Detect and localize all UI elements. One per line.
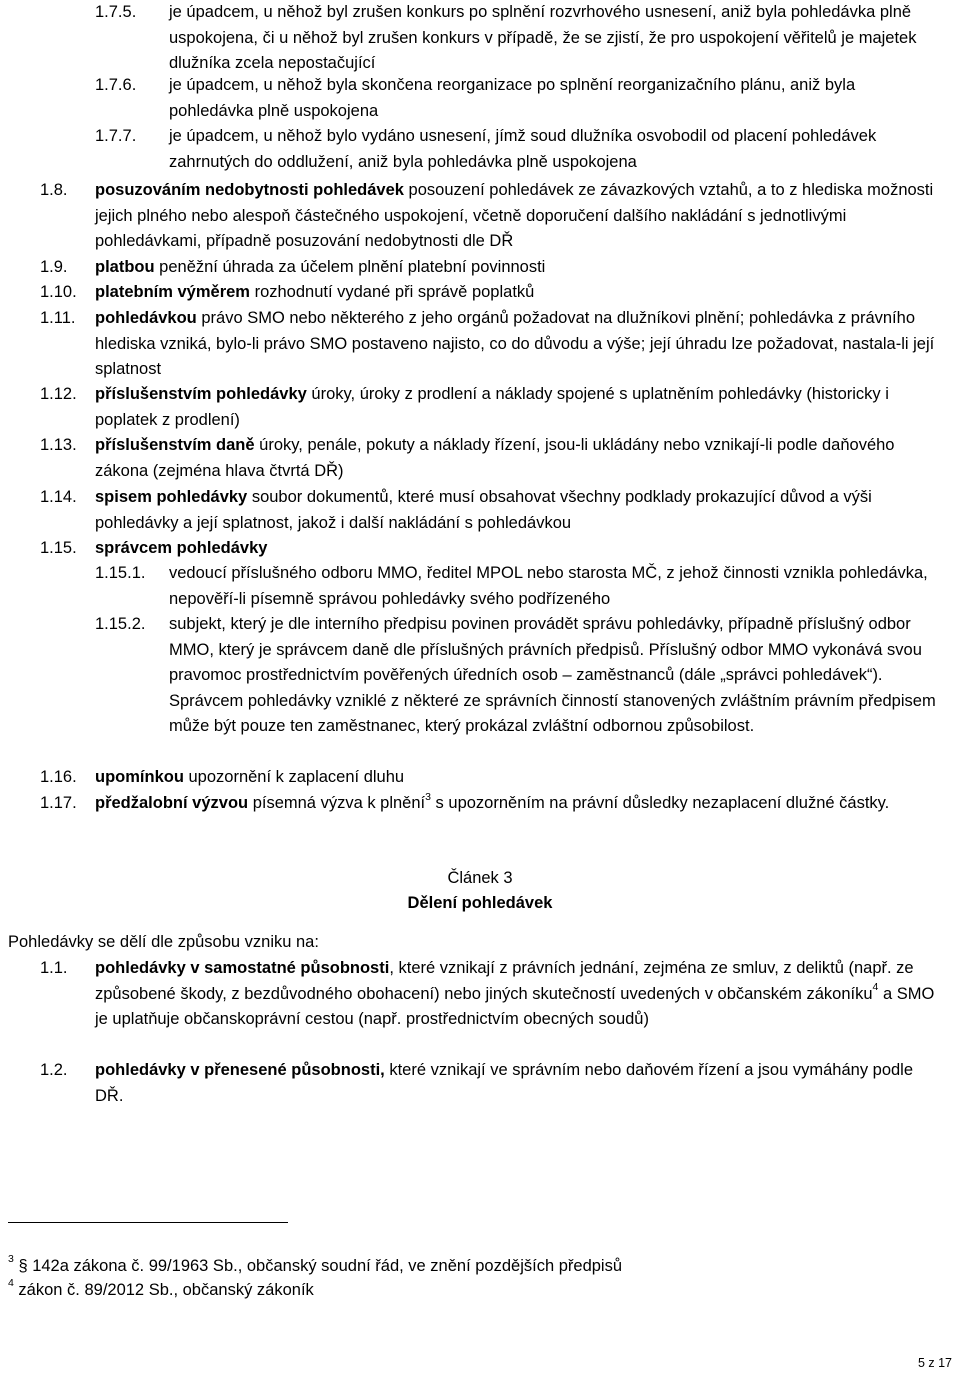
item-text: je úpadcem, u něhož byla skončena reorganizace po splnění reorganizačního plánu, aniž byla pohledávka plně uspokojena (169, 76, 856, 120)
footnote-text: zákon č. 89/2012 Sb., občanský zákoník (13, 1281, 314, 1299)
definition-1-8 (40, 178, 940, 255)
definition-text: posouzení pohledávek ze závazkových vztahů, a to z hlediska možnosti jejich plného nebo alespoň částečného uspokojení, včetně doporučení dalšího nakládání s jednotlivými pohledávkami, případně posuzování nedobytnosti dle DŘ (95, 181, 934, 250)
footnote-separator (8, 1222, 288, 1223)
defined-term: pohledávky v přenesené působnosti, (95, 1061, 385, 1079)
definition-1-9 (40, 255, 940, 281)
item-text: je úpadcem, u něhož bylo vydáno usnesení, jímž soud dlužníka osvobodil od placení pohledávek zahrnutých do oddlužení, aniž byla pohledávka plně uspokojena (169, 127, 877, 171)
defined-term: platebním výměrem (95, 283, 250, 301)
definition-1-10 (40, 280, 940, 306)
defined-term: pohledávkou (95, 309, 197, 327)
article-title: Dělení pohledávek (407, 894, 553, 912)
item-number: 1.14. (40, 488, 77, 506)
defined-term: platbou (95, 258, 155, 276)
division-1-1 (40, 956, 940, 1033)
item-number: 1.1. (40, 959, 68, 977)
item-text (40, 956, 940, 1033)
definition-1-7-7 (95, 124, 940, 175)
item-text (40, 306, 940, 383)
item-text (40, 280, 940, 306)
definition-text: právo SMO nebo některého z jeho orgánů požadovat na dlužníkovi plnění; pohledávka z právního hlediska vzniká, bylo-li právo SMO postaveno najisto, co do důvodu a výše; její úhradu lze požadovat, nastala-li její splatnost (95, 309, 935, 378)
footnote-4 (8, 1276, 314, 1301)
footnote-3 (8, 1252, 623, 1277)
defined-term: upomínkou (95, 768, 184, 786)
definition-1-7-5 (95, 0, 940, 77)
definition-1-16 (40, 765, 940, 791)
item-number: 1.2. (40, 1061, 68, 1079)
defined-term: spisem pohledávky (95, 488, 248, 506)
item-text (40, 255, 940, 281)
footnote-ref: 3 (425, 790, 431, 803)
defined-term: příslušenstvím pohledávky (95, 385, 307, 403)
item-number: 1.15.1. (95, 564, 146, 582)
definition-text: rozhodnutí vydané při správě poplatků (249, 283, 535, 301)
defined-term: posuzováním nedobytnosti pohledávek (95, 181, 404, 199)
definition-text: peněžní úhrada za účelem plnění platební povinnosti (154, 258, 546, 276)
footnote-text: 142a zákona č. 99/1963 Sb., občanský soudní řád, ve znění pozdějších předpisů (27, 1257, 623, 1275)
definition-1-15 (40, 536, 940, 562)
definition-1-13 (40, 433, 940, 484)
item-number: 1.9. (40, 258, 68, 276)
definition-text: a SMO je uplatňuje občanskoprávní cestou (např. prostřednictvím obecných soudů) (95, 984, 935, 1028)
definition-1-7-6 (95, 73, 940, 124)
definition-text: úroky, úroky z prodlení a náklady spojené s uplatněním pohledávky (historicky i poplatek z prodlení) (95, 385, 889, 429)
item-text (40, 791, 940, 817)
definition-text: písemná výzva k plnění (248, 794, 426, 812)
item-number: 1.12. (40, 385, 77, 403)
defined-term: příslušenstvím daně (95, 436, 255, 454)
definition-1-17 (40, 791, 940, 817)
item-text (40, 178, 940, 255)
page-number: 5 z 17 (917, 1356, 952, 1370)
item-text (40, 433, 940, 484)
footnote-mark: 3 (8, 1252, 14, 1265)
definition-text: které vznikají ve správním nebo daňovém řízení a jsou vymáhány podle DŘ. (95, 1061, 914, 1105)
defined-term: správcem pohledávky (95, 539, 268, 557)
item-text (40, 765, 940, 791)
definition-text: , které vznikají z právních jednání, zejména ze smluv, z deliktů (např. ze způsobené škody, z bezdůvodného obohacení) nebo jiných skutečností uvedených v občanském zákoníku (95, 959, 914, 1003)
defined-term: pohledávky v samostatné působnosti (95, 959, 390, 977)
defined-term: předžalobní výzvou (95, 794, 249, 812)
item-text: subjekt, který je dle interního předpisu povinen provádět správu pohledávky, případně příslušný odbor MMO, který je správcem daně dle příslušných právních předpisů. Příslušný odbor MMO vykonává svou pravomoc prostřednictvím pověřených úředních osob – zaměstnanců (dále „správci pohledávek“). Správcem pohledávky vzniklé z některé ze správních činností stanovených zvláštním právním předpisem může být pouze ten zaměstnanec, který prokázal zvláštní odbornou způsobilost. (169, 615, 936, 735)
footnote-mark: 4 (8, 1276, 14, 1289)
item-text: vedoucí příslušného odboru MMO, ředitel MPOL nebo starosta MČ, z jehož činnosti vznikla pohledávka, nepověří-li písemně správou pohledávky svého podřízeného (169, 564, 928, 608)
definition-1-12 (40, 382, 940, 433)
article-heading: Článek 3 (447, 869, 513, 887)
definition-1-11 (40, 306, 940, 383)
item-number: 1.8. (40, 181, 68, 199)
division-1-2 (40, 1058, 940, 1109)
item-number: 1.15.2. (95, 615, 146, 633)
item-text (40, 485, 940, 536)
item-number: 1.7.7. (95, 127, 137, 145)
item-text (40, 1058, 940, 1109)
item-number: 1.7.5. (95, 3, 137, 21)
definition-1-15-2 (95, 612, 940, 740)
item-number: 1.16. (40, 768, 77, 786)
item-number: 1.11. (40, 309, 76, 327)
item-number: 1.10. (40, 283, 77, 301)
definition-1-14 (40, 485, 940, 536)
definition-1-15-1 (95, 561, 940, 612)
item-number: 1.17. (40, 794, 77, 812)
footnote-ref: 4 (872, 981, 879, 993)
item-text (40, 382, 940, 433)
item-number: 1.13. (40, 436, 77, 454)
definition-text: úroky, penále, pokuty a náklady řízení, jsou-li ukládány nebo vznikají-li podle daňového zákona (zejména hlava čtvrtá DŘ) (95, 436, 895, 480)
item-number: 1.15. (40, 539, 77, 557)
item-number: 1.7.6. (95, 76, 137, 94)
section-sign: § (18, 1257, 28, 1275)
article-intro: Pohledávky se dělí dle způsobu vzniku na: (8, 933, 319, 951)
definition-text: soubor dokumentů, které musí obsahovat všechny podklady prokazující důvod a výši pohledávky a její splatnost, jakož i další nakládání s pohledávkou (95, 488, 872, 532)
definition-text: s upozorněním na právní důsledky nezaplacení dlužné částky. (430, 794, 890, 812)
item-text: je úpadcem, u něhož byl zrušen konkurs po splnění rozvrhového usnesení, aniž byla pohledávka plně uspokojena, či u něhož byl zrušen konkurs v případě, že se zjistí, že pro uspokojení věřitelů je majetek dlužníka zcela nepostačující (169, 3, 917, 72)
item-text (40, 536, 940, 562)
definition-text: upozornění k zaplacení dluhu (183, 768, 405, 786)
